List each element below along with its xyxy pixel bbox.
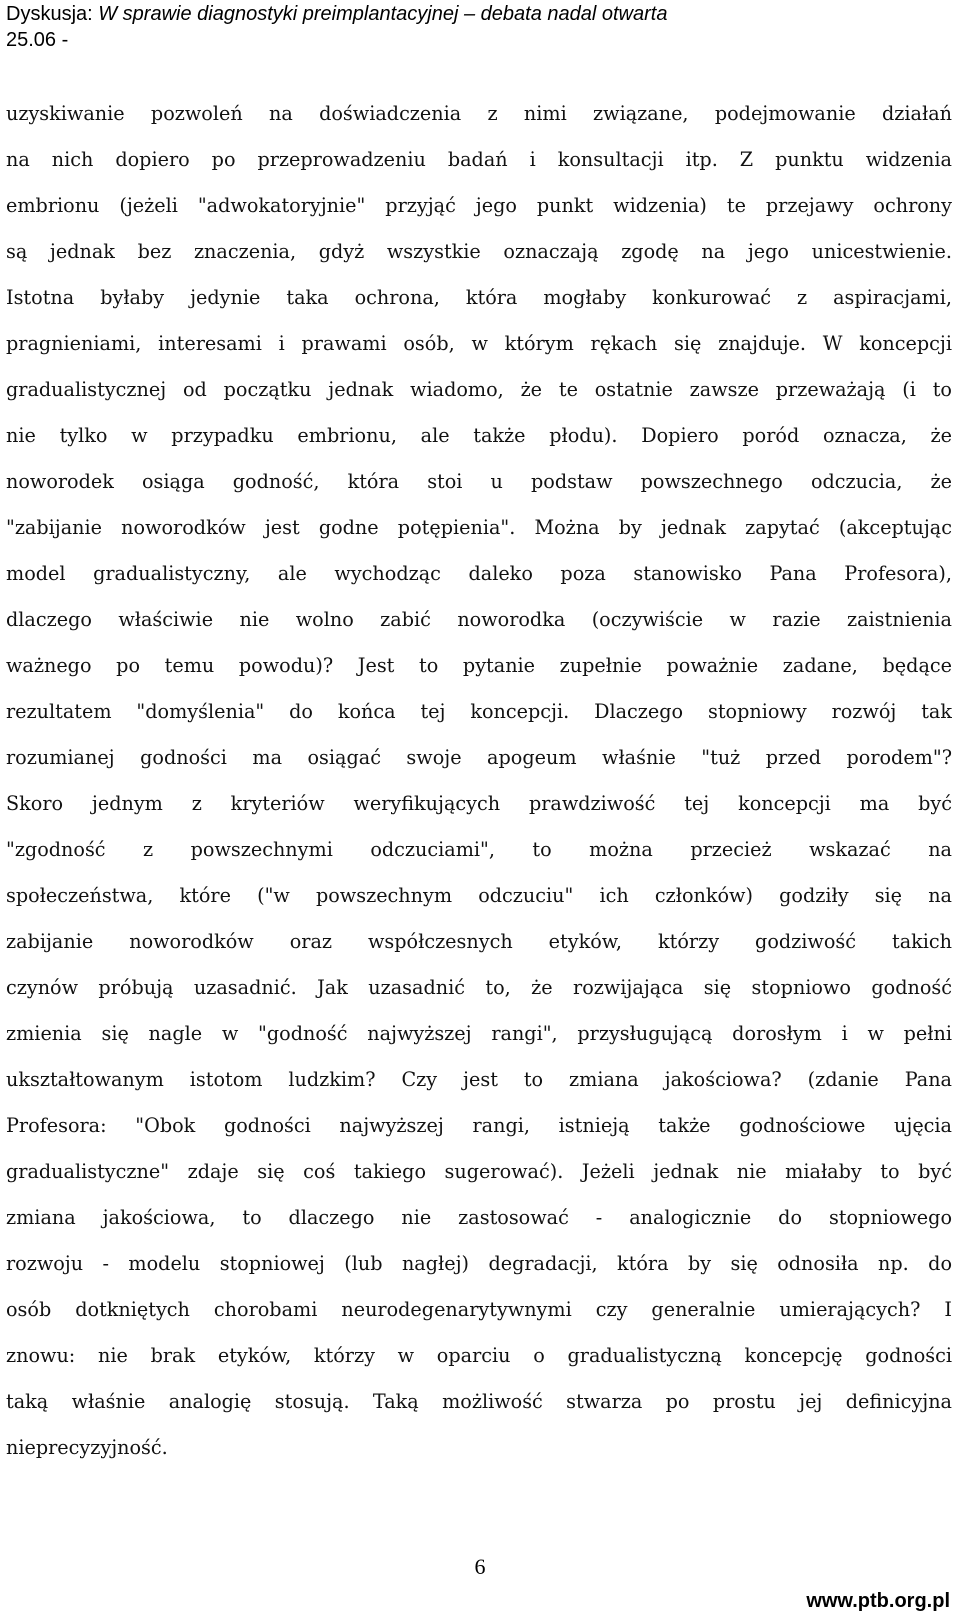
text-line: czynów próbują uzasadnić. Jak uzasadnić to, że rozwijająca się stopniowo godność [6, 976, 952, 999]
header-title-line [6, 1, 946, 27]
text-line: Profesora: "Obok godności najwyższej rangi, istnieją także godnościowe ujęcia [6, 1114, 952, 1137]
text-line: gradualistycznej od początku jednak wiadomo, że te ostatnie zawsze przeważają (i to [6, 378, 952, 401]
text-line: na nich dopiero po przeprowadzeniu badań i konsultacji itp. Z punktu widzenia [6, 148, 952, 171]
text-line: dlaczego właściwie nie wolno zabić noworodka (oczywiście w razie zaistnienia [6, 608, 952, 631]
header-title: W sprawie diagnostyki preimplantacyjnej – debata nadal otwarta [98, 3, 668, 25]
text-line: nieprecyzyjność. [6, 1436, 168, 1459]
text-line: rozwoju - modelu stopniowej (lub nagłej) degradacji, która by się odnosiła np. do [6, 1252, 952, 1275]
text-line: zabijanie noworodków oraz współczesnych etyków, którzy godziwość takich [6, 930, 952, 953]
text-line: nie tylko w przypadku embrionu, ale także płodu). Dopiero poród oznacza, że [6, 424, 952, 447]
text-line: rozumianej godności ma osiągać swoje apogeum właśnie "tuż przed porodem"? [6, 746, 952, 769]
site-url: www.ptb.org.pl [806, 1590, 950, 1612]
page-number: 6 [474, 1554, 486, 1579]
article-body [6, 91, 952, 1471]
header-date: 25.06 - [6, 29, 69, 51]
text-line: rezultatem "domyślenia" do końca tej koncepcji. Dlaczego stopniowy rozwój tak [6, 700, 952, 723]
text-line: Skoro jednym z kryteriów weryfikujących prawdziwość tej koncepcji ma być [6, 792, 952, 815]
text-line: model gradualistyczny, ale wychodząc daleko poza stanowisko Pana Profesora), [6, 562, 952, 585]
text-line: są jednak bez znaczenia, gdyż wszystkie oznaczają zgodę na jego unicestwienie. [6, 240, 952, 263]
page-header [6, 1, 946, 53]
text-line: noworodek osiąga godność, która stoi u podstaw powszechnego odczucia, że [6, 470, 952, 493]
text-line: embrionu (jeżeli "adwokatoryjnie" przyjąć jego punkt widzenia) te przejawy ochrony [6, 194, 952, 217]
text-line: "zabijanie noworodków jest godne potępienia". Można by jednak zapytać (akceptując [6, 516, 952, 539]
text-line: osób dotkniętych chorobami neurodegenarytywnymi czy generalnie umierających? I [6, 1298, 952, 1321]
text-line: taką właśnie analogię stosują. Taką możliwość stwarza po prostu jej definicyjna [6, 1390, 952, 1413]
text-line: pragnieniami, interesami i prawami osób, w którym rękach się znajduje. W koncepcji [6, 332, 952, 355]
text-line: ważnego po temu powodu)? Jest to pytanie zupełnie poważnie zadane, będące [6, 654, 952, 677]
header-prefix: Dyskusja: [6, 3, 99, 25]
text-line: zmienia się nagle w "godność najwyższej rangi", przysługującą dorosłym i w pełni [6, 1022, 952, 1045]
text-line: zmiana jakościowa, to dlaczego nie zastosować - analogicznie do stopniowego [6, 1206, 952, 1229]
text-line: Istotna byłaby jedynie taka ochrona, która mogłaby konkurować z aspiracjami, [6, 286, 952, 309]
text-line: znowu: nie brak etyków, którzy w oparciu o gradualistyczną koncepcję godności [6, 1344, 952, 1367]
text-line: gradualistyczne" zdaje się coś takiego sugerować). Jeżeli jednak nie miałaby to być [6, 1160, 952, 1183]
text-line: "zgodność z powszechnymi odczuciami", to można przecież wskazać na [6, 838, 952, 861]
text-line: ukształtowanym istotom ludzkim? Czy jest to zmiana jakościowa? (zdanie Pana [6, 1068, 952, 1091]
text-line: uzyskiwanie pozwoleń na doświadczenia z nimi związane, podejmowanie działań [6, 102, 952, 125]
text-line: społeczeństwa, które ("w powszechnym odczuciu" ich członków) godziły się na [6, 884, 952, 907]
